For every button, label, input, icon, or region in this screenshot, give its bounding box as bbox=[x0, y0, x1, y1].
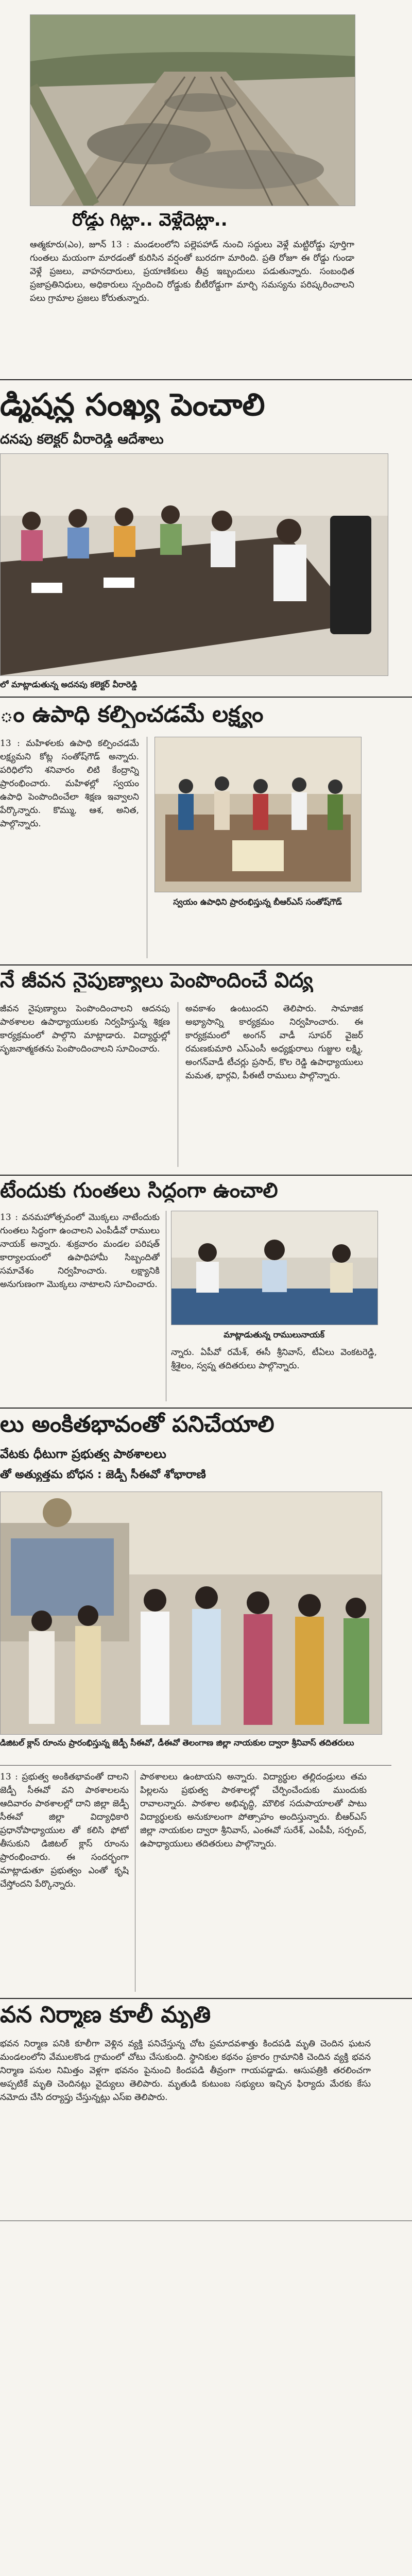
story1-headline: రోడ్డు గిట్లా.. వెళ్లేదెట్లా.. bbox=[72, 210, 228, 230]
story5-body-right: న్నారు. ఏపీవో రమేశ్, ఈసీ శ్రీనివాస్, టీఏలు వెంకటరెడ్డి, శ్రీశైలం, స్వప్న తదితరులు పాల్గొన్నారు. bbox=[171, 1347, 377, 1371]
story6-subhead2: తో అత్యుత్తమ బోధన : జెడ్పీ సీఈవో శోభారాణి bbox=[0, 1468, 206, 1481]
story6-headline: లు అంకితభావంతో పనిచేయాలి bbox=[0, 1412, 274, 1437]
road-photo-illustration bbox=[30, 15, 355, 206]
caption-rule bbox=[0, 1765, 391, 1766]
story7-headline: వన నిర్మాణ కూలీ మృతి bbox=[0, 2002, 211, 2028]
road-photo bbox=[30, 14, 355, 206]
training-center-photo bbox=[154, 737, 362, 892]
story2-subhead: దనపు కలెక్టర్ వీరారెడ్డి ఆదేశాలు bbox=[0, 432, 164, 447]
story6-subhead1: వేటకు ధీటుగా ప్రభుత్వ పాఠశాలలు bbox=[0, 1447, 166, 1461]
story3-body: 13 : మహిళలకు ఉపాధి కల్పించడమే లక్ష్యమని కోట్ల సంతోష్‌గౌడ్ అన్నారు. పరిధిలోని శనివారం లిటి కేంద్రాన్ని ప్రారంభించారు. మహిళల్లో స్వయం ఉపాధి పెంపొందించేలా శిక్షణ ఇవ్వాలని పేర్కొన్నారు. కొమ్ము, ఆశ, అనిత, పాల్గొన్నారు. bbox=[0, 738, 139, 829]
story2-headline: డ్మిషన్ల సంఖ్య పెంచాలి bbox=[0, 387, 265, 423]
training-center-illustration bbox=[155, 737, 361, 892]
story6-caption: డిజిటల్ క్లాస్ రూంను ప్రారంభిస్తున్న జెడ్పీ సీఈవో, డీఈవో తెలంగాణ జిల్లా నాయకుల ద్వారా శ్రీనివాస్ తదితరులు bbox=[0, 1738, 354, 1748]
story3-headline: ం ఉపాధి కల్పించడమే లక్ష్యం bbox=[0, 702, 264, 727]
story4-headline: నే జీవన నైపుణ్యాలు పెంపొందించే విద్య bbox=[0, 969, 313, 992]
story6-body-col2: పాఠశాలలు ఉంటాయని అన్నారు. విద్యార్థుల తల్లిదండ్రులు తమ పిల్లలను ప్రభుత్వ పాఠశాలల్లో చేర్పించేందుకు ముందుకు రావాలన్నారు. పాఠశాల అభివృద్ధి, మౌలిక సదుపాయాలతో పాటు విద్యార్థులకు అనుకూలంగా పోత్సాహం అందిస్తున్నారు. బీఆర్ఎస్ జిల్లా నాయకుల ద్వారా శ్రీనివాస్, ఎంఈవో సురేశ్, ఎంపీపీ, సర్పంచ్, ఉపాధ్యాయులు తదితరులు పాల్గొన్నారు. bbox=[140, 1772, 367, 1849]
divider bbox=[0, 697, 412, 698]
story4-body-left: జీవన నైపుణ్యాలు పెంపొందించాలని ఆదనపు పాఠశాలల ఉపాధ్యాయులకు నిర్వహిస్తున్న శిక్షణ కార్యక్రమంలో పాల్గొని మాట్లాడారు. విద్యార్థుల్లో సృజనాత్మకతను పెంపొందించాలని సూచించారు. bbox=[0, 1004, 170, 1054]
story4-body-right: అవకాశం ఉంటుందని తెలిపారు. సామాజిక అభ్యాసాన్ని కార్యక్రమం నిర్వహించారు. ఈ కార్యక్రమంలో అంగన్ వాడీ సూపర్ వైజర్ రమణకుమారి ఎస్ఎంసీ అధ్యక్షురాలు గుజ్జుల లక్ష్మి, అంగన్‌వాడీ టీచర్లు ప్రసాద్, కొల రెడ్డి ఉపాధ్యాయులు మమత, భార్గవి, పీఈటీ రాములు పాల్గొన్నారు. bbox=[185, 1004, 363, 1081]
meeting-photo bbox=[0, 453, 388, 676]
story3-caption: స్వయం ఉపాధిని ప్రారంభిస్తున్న బీఆర్ఎస్ సంతోష్‌గౌడ్ bbox=[173, 897, 342, 907]
story6-body-col1: 13 : ప్రభుత్వ అంకితభావంతో దాలని జెడ్పీ సీఈవో వని పాఠశాలలను ఆదివారం పాఠశాలల్లో దాని జిల్లా జెడ్పీ సీఈవో జిల్లా విద్యాధికారి ప్రధానోపాధ్యాయుల తో కలిసి ఫోటో తీసుకుని డిజిటల్ క్లాస్ రూంను ప్రారంభించారు. ఈ సందర్భంగా మాట్లాడుతూ ప్రభుత్వం ఎంతో కృషి చేస్తోందని పేర్కొన్నారు. bbox=[0, 1772, 129, 1889]
divider bbox=[0, 379, 412, 380]
story1-body: ఆత్మకూరు(ఎం), జూన్ 13 : మండలంలోని పల్లెపహాడ్ నుంచి సద్దులు వెళ్లే మట్టిరోడ్డు పూర్తిగా గుంతలు మయంగా మారడంతో కురిసిన వర్షంతో బురదగా మారింది. ప్రతి రోజూ ఈ రోడ్డు గుండా వెళ్లే ప్రజలు, వాహనదారులు, ప్రయాణికులు తీవ్ర ఇబ్బందులు పడుతున్నారు. సంబంధిత ప్రజాప్రతినిధులు, అధికారులు స్పందించి రోడ్డుకు బీటీరోడ్డుగా మార్చి సమస్యను పరిష్కరించాలని పలు గ్రామాల ప్రజలు కోరుతున్నారు. bbox=[30, 240, 354, 303]
story5-caption: మాట్లాడుతున్న రాములునాయక్ bbox=[224, 1330, 324, 1340]
story5-headline: టేందుకు గుంతలు సిద్ధంగా ఉంచాలి bbox=[0, 1179, 278, 1202]
digital-classroom-illustration bbox=[1, 1492, 382, 1734]
divider bbox=[0, 1408, 412, 1409]
divider bbox=[0, 1175, 412, 1176]
divider bbox=[0, 1998, 412, 1999]
mpdo-meeting-photo bbox=[171, 1211, 378, 1325]
story2-caption: లో మాట్లాడుతున్న అదనపు కలెక్టర్ వీరారెడ్డి bbox=[0, 680, 138, 689]
story7-body: భవన నిర్మాణ పనికి కూలీగా వెళ్లిన వ్యక్తి పనిచేస్తున్న చోట ప్రమాదవశాత్తు కిందపడి మృతి చెందిన ఘటన మండలంలోని వేములకొండ గ్రామంలో చోటు చేసుకుంది. స్థానికుల కథనం ప్రకారం గ్రామానికి చెందిన వ్యక్తి భవన నిర్మాణ పనుల నిమిత్తం వెళ్లగా భవనం పైనుంచి కిందపడి తీవ్రంగా గాయపడ్డాడు. ఆసుపత్రికి తరలించగా అప్పటికే మృతి చెందినట్లు వైద్యులు తెలిపారు. మృతుడి కుటుంబ సభ్యులు ఇచ్చిన ఫిర్యాదు మేరకు కేసు నమోదు చేసి దర్యాప్తు చేస్తున్నట్లు ఎస్ఐ తెలిపారు. bbox=[0, 2039, 371, 2103]
mpdo-meeting-illustration bbox=[171, 1211, 377, 1325]
meeting-photo-illustration bbox=[1, 454, 388, 675]
digital-classroom-photo bbox=[0, 1492, 382, 1735]
story5-body: 13 : వనమహోత్సవంలో మొక్కలు నాటేందుకు గుంతలు సిద్ధంగా ఉంచాలని ఎంపీడీవో రాములు నాయక్ అన్నారు. శుక్రవారం మండల పరిషత్ కార్యాలయంలో ఉపాధిహామీ సిబ్బందితో సమావేశం నిర్వహించారు. లక్ష్యానికి అనుగుణంగా మొక్కలు నాటాలని సూచించారు. bbox=[0, 1212, 160, 1290]
divider bbox=[0, 964, 412, 965]
